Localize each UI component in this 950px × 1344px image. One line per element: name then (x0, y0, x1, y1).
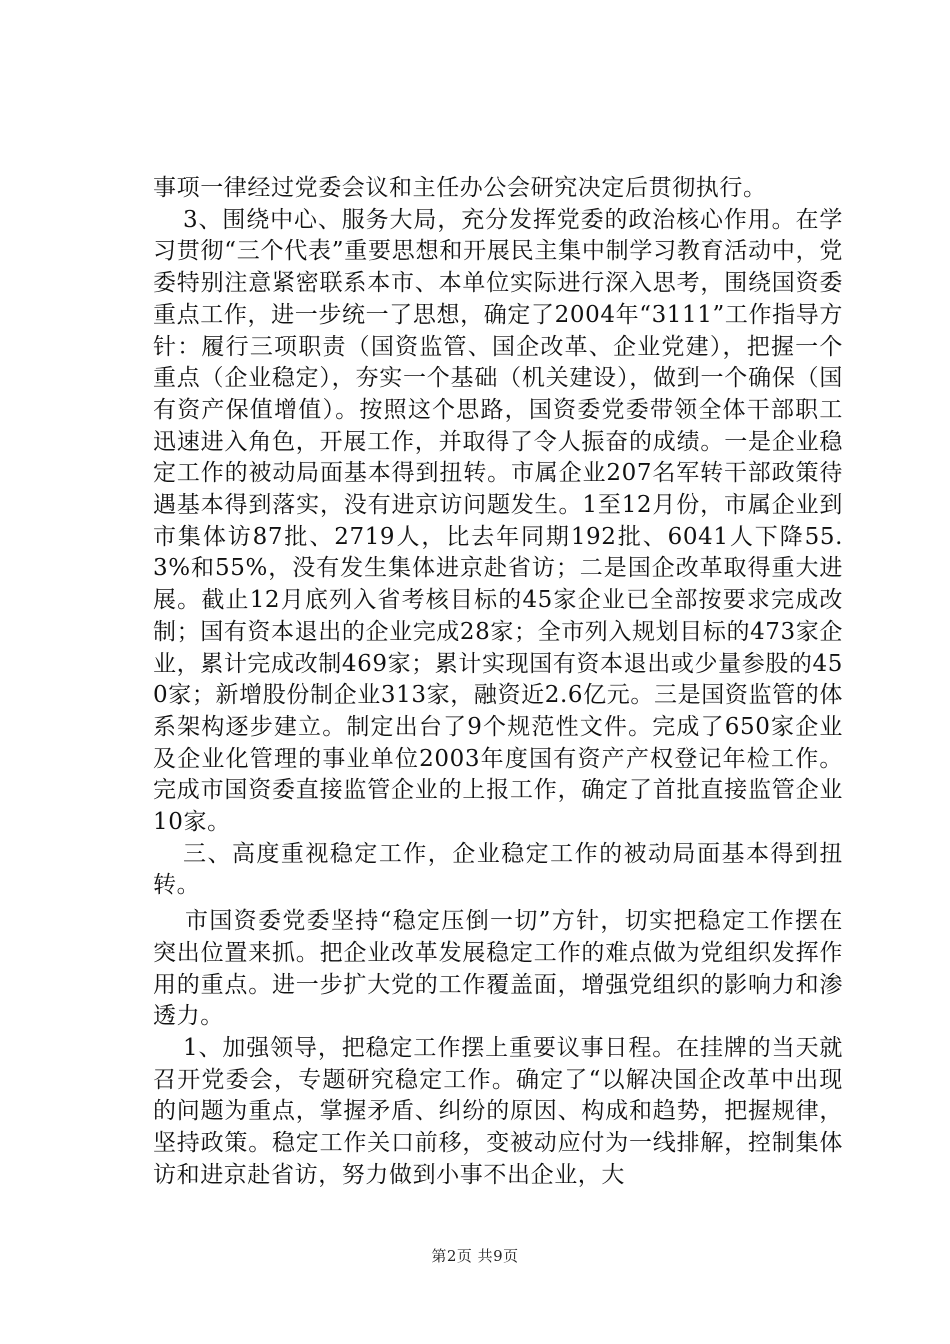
page-footer (0, 1245, 950, 1266)
page-number-indicator: 第2页 共9页 (431, 1247, 519, 1265)
heading-section-three: 三、高度重视稳定工作，企业稳定工作的被动局面基本得到扭转。 (153, 840, 843, 899)
paragraph-section-3: 3、围绕中心、服务大局，充分发挥党委的政治核心作用。在学习贯彻“三个代表”重要思想和开展民主集中制学习教育活动中，党委特别注意紧密联系本市、本单位实际进行深入思考，围绕国资委重点工作，进一步统一了思想，确定了2004年“3111”工作指导方针：履行三项职责（国资监管、国企改革、企业党建），把握一个重点（企业稳定），夯实一个基础（机关建设），做到一个确保（国有资产保值增值）。按照这个思路，国资委党委带领全体干部职工迅速进入角色，开展工作，并取得了令人振奋的成绩。一是企业稳定工作的被动局面基本得到扭转。市属企业207名军转干部政策待遇基本得到落实，没有进京访问题发生。1至12月份，市属企业到市集体访87批、2719人，比去年同期192批、6041人下降55.3%和55%，没有发生集体进京赴省访；二是国企改革取得重大进展。截止12月底列入省考核目标的45家企业已全部按要求完成改制；国有资本退出的企业完成28家；全市列入规划目标的473家企业，累计完成改制469家；累计实现国有资本退出或少量参股的450家；新增股份制企业313家，融资近2.6亿元。三是国资监管的体系架构逐步建立。制定出台了9个规范性文件。完成了650家企业及企业化管理的事业单位2003年度国有资产产权登记年检工作。完成市国资委直接监管企业的上报工作，确定了首批直接监管企业10家。 (153, 206, 843, 836)
paragraph-continuation: 事项一律经过党委会议和主任办公会研究决定后贯彻执行。 (153, 175, 767, 201)
paragraph-stability-policy: 市国资委党委坚持“稳定压倒一切”方针，切实把稳定工作摆在突出位置来抓。把企业改革发展稳定工作的难点做为党组织发挥作用的重点。进一步扩大党的工作覆盖面，增强党组织的影响力和渗透力。 (153, 908, 843, 1030)
paragraph-item-1-leadership: 1、加强领导，把稳定工作摆上重要议事日程。在挂牌的当天就召开党委会，专题研究稳定工作。确定了“以解决国企改革中出现的问题为重点，掌握矛盾、纠纷的原因、构成和趋势，把握规律，坚持政策。稳定工作关口前移，变被动应付为一线排解，控制集体访和进京赴省访，努力做到小事不出企业，大 (153, 1034, 843, 1188)
document-body (153, 173, 843, 1192)
